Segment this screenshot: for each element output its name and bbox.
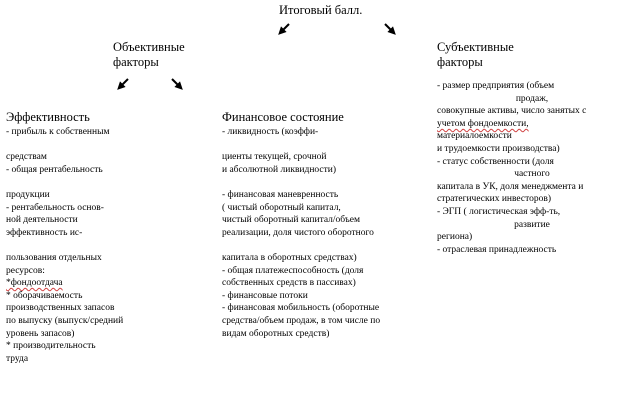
list-item: продукции <box>6 189 50 200</box>
list-item: - финансовые потоки <box>222 290 308 301</box>
list-item: - размер предприятия (объем <box>437 81 555 91</box>
list-item: * оборачиваемость <box>6 290 83 301</box>
root-title: Итоговый балл. <box>279 3 363 17</box>
list-item: стратегических инвесторов) <box>437 194 552 205</box>
objective-factors-line1: Объективные <box>113 40 185 54</box>
list-item: - общая платежеспособность (доля <box>222 265 364 276</box>
list-item: ( чистый оборотный капитал, <box>222 202 341 213</box>
list-item: эффективность ис- <box>6 227 83 238</box>
list-item: реализации, доля чистого оборотного <box>222 227 374 238</box>
list-item: средства/объем продаж, в том числе по <box>222 315 381 326</box>
list-item: собственных средств в пассивах) <box>222 278 356 289</box>
list-item: капитала в оборотных средствах) <box>222 252 357 263</box>
list-item: - общая рентабельность <box>6 164 103 175</box>
list-item: ресурсов: <box>6 265 45 276</box>
list-item: - финансовая мобильность (оборотные <box>222 303 380 314</box>
list-item <box>6 239 206 252</box>
subjective-factors-line1: Субъективные <box>437 40 514 54</box>
list-item: развитие <box>514 219 550 230</box>
list-item: совокупные активы, число занятых с <box>437 106 587 117</box>
objective-factors-line2: факторы <box>113 55 159 69</box>
list-item: - ликвидность (коэффи- <box>222 127 319 137</box>
list-item: и абсолютной ликвидности) <box>222 164 337 175</box>
list-item: по выпуску (выпуск/средний <box>6 315 124 326</box>
list-item: - финансовая маневренность <box>222 189 339 200</box>
list-item: ной деятельности <box>6 215 78 226</box>
subjective-factors-line2: факторы <box>437 55 483 69</box>
subjective-factors-list <box>437 80 627 256</box>
list-item: региона) <box>437 232 473 243</box>
arrow-down-left-icon <box>281 24 289 32</box>
list-item: продаж, <box>515 93 549 104</box>
efficiency-title: Эффективность <box>6 110 90 124</box>
finance-title: Финансовое состояние <box>222 110 344 124</box>
list-item: циенты текущей, срочной <box>222 152 327 163</box>
arrow-down-right-icon <box>172 79 180 87</box>
list-item: пользования отдельных <box>6 252 102 263</box>
list-item: * производительность <box>6 341 96 352</box>
list-item: уровень запасов) <box>6 328 75 339</box>
list-item <box>6 176 206 189</box>
list-item: частного <box>514 169 550 180</box>
arrow-down-left-icon <box>120 79 128 87</box>
list-item <box>6 139 206 152</box>
list-item <box>437 118 627 131</box>
list-item: чистый оборотный капитал/объем <box>222 215 361 226</box>
efficiency-list <box>6 126 206 365</box>
list-item-text: *фондоотдача <box>6 278 63 289</box>
list-item: - ЭГП ( логистическая эфф-ть, <box>437 206 561 217</box>
list-item: капитала в УК, доля менеджмента и <box>437 181 584 192</box>
list-item-text: учетом фондоемкости, <box>437 118 529 129</box>
list-item <box>222 239 432 252</box>
list-item: видам оборотных средств) <box>222 328 330 339</box>
list-item <box>6 277 206 290</box>
finance-list <box>222 126 432 340</box>
list-item <box>222 139 432 152</box>
list-item: - отраслевая принадлежность <box>437 244 557 255</box>
list-item: средствам <box>6 152 47 163</box>
list-item: материалоемкости <box>437 131 512 142</box>
list-item: - прибыль к собственным <box>6 127 110 137</box>
list-item: и трудоемкости производства) <box>437 143 560 154</box>
list-item: - рентабельность основ- <box>6 202 104 213</box>
list-item: производственных запасов <box>6 303 115 314</box>
list-item: - статус собственности (доля <box>437 156 554 167</box>
list-item: труда <box>6 353 29 364</box>
arrow-down-right-icon <box>385 24 393 32</box>
list-item <box>222 176 432 189</box>
